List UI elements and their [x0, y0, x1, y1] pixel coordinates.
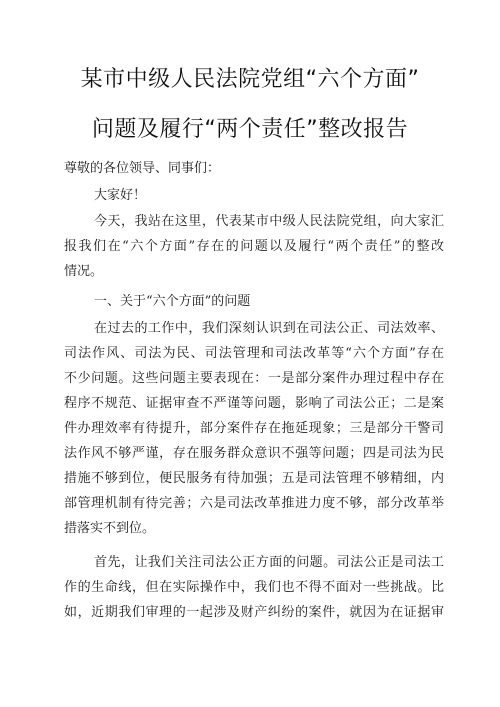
paragraph-line: 报我们在“六个方面”存在的问题以及履行“两个责任”的整改 [64, 239, 444, 254]
paragraph-2 [64, 550, 444, 625]
paragraph-line: 不少问题。这些问题主要表现在：一是部分案件办理过程中存在 [64, 371, 444, 386]
paragraph-line: 程序不规范、证据审查不严谨等问题，影响了司法公正；二是案 [64, 396, 444, 411]
paragraph-line: 在过去的工作中，我们深刻认识到在司法公正、司法效率、 [94, 321, 444, 336]
paragraph-line: 法作风不够严谨，存在服务群众意识不强等问题；四是司法为民 [64, 446, 444, 461]
paragraph-line: 部管理机制有待完善；六是司法改革推进力度不够，部分改革举 [64, 496, 444, 511]
paragraph-line: 件办理效率有待提升，部分案件存在拖延现象；三是部分干警司 [64, 421, 444, 436]
paragraph-line: 司法作风、司法为民、司法管理和司法改革等“六个方面”存在 [64, 346, 444, 361]
paragraph-line: 首先，让我们关注司法公正方面的问题。司法公正是司法工 [94, 555, 444, 570]
paragraph-line: 措落实不到位。 [64, 521, 156, 536]
salutation-block [64, 156, 444, 181]
section-heading-block [64, 289, 444, 314]
salutation: 尊敬的各位领导、同事们： [64, 161, 221, 176]
greeting: 大家好！ [94, 188, 147, 203]
intro-paragraph [64, 209, 444, 284]
document-title-line-2: 问题及履行“两个责任”整改报告 [91, 117, 409, 142]
paragraph-line: 今天，我站在这里，代表某市中级人民法院党组，向大家汇 [94, 214, 444, 229]
paragraph-line: 作的生命线，但在实际操作中，我们也不得不面对一些挑战。比 [64, 580, 444, 595]
section-1-paragraph [64, 316, 444, 541]
paragraph-line: 如，近期我们审理的一起涉及财产纠纷的案件，就因为在证据审 [64, 605, 444, 620]
greeting-block [64, 183, 444, 208]
paragraph-line: 措施不够到位，便民服务有待加强；五是司法管理不够精细，内 [64, 471, 444, 486]
paragraph-line: 情况。 [64, 264, 104, 279]
section-heading: 一、关于“六个方面”的问题 [94, 294, 251, 309]
document-title-line-1: 某市中级人民法院党组“六个方面” [80, 67, 420, 92]
